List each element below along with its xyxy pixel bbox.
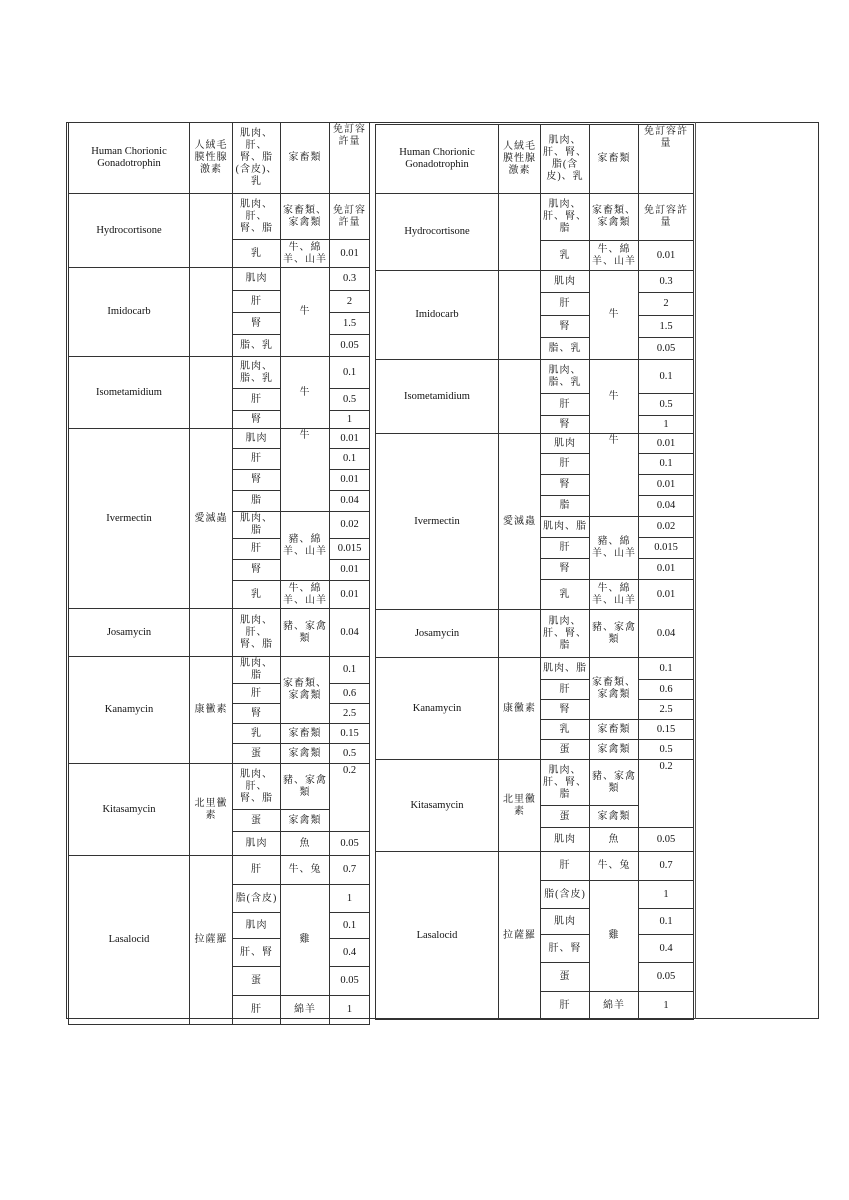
- drug-chinese-name: 北里黴素: [499, 760, 541, 852]
- mrl-cell: 0.01: [639, 434, 694, 454]
- mrl-cell: 免訂容許量: [639, 125, 694, 194]
- mrl-cell: 0.1: [639, 909, 694, 935]
- mrl-cell: 0.7: [330, 856, 370, 885]
- mrl-cell: 0.01: [639, 241, 694, 271]
- drug-chinese-name: [190, 268, 233, 357]
- mrl-cell: 0.05: [639, 338, 694, 360]
- tissue-cell: 肌肉: [541, 434, 590, 454]
- drug-chinese-name: [499, 194, 541, 271]
- species-cell: 豬、家禽類: [281, 609, 330, 657]
- tissue-cell: 蛋: [233, 810, 281, 832]
- tissue-cell: 蛋: [541, 740, 590, 760]
- drug-name: Lasalocid: [376, 852, 499, 1020]
- mrl-cell: 2: [330, 291, 370, 313]
- tissue-cell: 肌肉、肝、腎、脂: [233, 764, 281, 810]
- mrl-cell: 0.3: [639, 271, 694, 293]
- table-row: [376, 658, 694, 680]
- drug-name: Ivermectin: [69, 429, 190, 609]
- tissue-cell: 腎: [541, 559, 590, 580]
- species-cell: 魚: [590, 828, 639, 852]
- table-row: [69, 194, 370, 240]
- species-cell: 牛: [590, 434, 639, 517]
- mrl-cell: 0.04: [330, 609, 370, 657]
- tissue-cell: 肝: [541, 454, 590, 475]
- mrl-cell: 0.01: [330, 581, 370, 609]
- tissue-cell: 腎: [233, 470, 281, 491]
- tissue-cell: 肌肉: [541, 271, 590, 293]
- drug-chinese-name: [190, 609, 233, 657]
- tissue-cell: 肝: [541, 680, 590, 700]
- drug-name: Kanamycin: [376, 658, 499, 760]
- drug-chinese-name: 康黴素: [190, 657, 233, 764]
- species-cell: 綿羊: [281, 996, 330, 1025]
- tissue-cell: 脂: [541, 496, 590, 517]
- tissue-cell: 肌肉: [233, 832, 281, 856]
- mrl-cell: 0.2: [639, 760, 694, 828]
- mrl-cell: 0.7: [639, 852, 694, 881]
- species-cell: 家畜類: [281, 724, 330, 744]
- species-cell: 牛、綿羊、山羊: [281, 581, 330, 609]
- species-cell: 牛、綿羊、山羊: [281, 240, 330, 268]
- tissue-cell: 蛋: [233, 967, 281, 996]
- tissue-cell: 肌肉、脂: [233, 657, 281, 684]
- table-row: [376, 610, 694, 658]
- mrl-cell: 免訂容許量: [330, 123, 370, 194]
- tissue-cell: 肝: [233, 539, 281, 560]
- tissue-cell: 肝: [541, 293, 590, 316]
- table-row: [69, 429, 370, 449]
- drug-chinese-name: 康黴素: [499, 658, 541, 760]
- mrl-cell: 0.1: [330, 357, 370, 389]
- tissue-cell: 脂(含皮): [233, 885, 281, 913]
- drug-name: Isometamidium: [69, 357, 190, 429]
- species-cell: 魚: [281, 832, 330, 856]
- table-row: [69, 357, 370, 389]
- residue-table-right: [375, 124, 694, 1020]
- mrl-cell: 1: [330, 411, 370, 429]
- species-cell: 家畜類: [281, 123, 330, 194]
- drug-name: Imidocarb: [376, 271, 499, 360]
- species-cell: 豬、綿羊、山羊: [281, 512, 330, 581]
- drug-chinese-name: 北里黴素: [190, 764, 233, 856]
- drug-chinese-name: 人絨毛膜性腺激素: [499, 125, 541, 194]
- mrl-cell: 0.01: [639, 475, 694, 496]
- mrl-cell: 0.1: [330, 657, 370, 684]
- mrl-cell: 0.05: [639, 963, 694, 992]
- mrl-cell: 0.02: [330, 512, 370, 539]
- drug-name: Imidocarb: [69, 268, 190, 357]
- mrl-cell: 0.015: [330, 539, 370, 560]
- table-row: [376, 194, 694, 241]
- tissue-cell: 乳: [541, 241, 590, 271]
- tissue-cell: 腎: [541, 700, 590, 720]
- tissue-cell: 肝: [233, 449, 281, 470]
- mrl-cell: 0.1: [330, 449, 370, 470]
- table-row: [376, 271, 694, 293]
- drug-name: Human Chorionic Gonadotrophin: [376, 125, 499, 194]
- tissue-cell: 肝: [233, 291, 281, 313]
- table-row: [69, 123, 370, 194]
- tissue-cell: 肌肉、肝、腎、脂: [233, 609, 281, 657]
- mrl-cell: 0.01: [330, 470, 370, 491]
- species-cell: 家畜類、家禽類: [590, 194, 639, 241]
- mrl-cell: 0.1: [330, 913, 370, 939]
- mrl-cell: 0.1: [639, 360, 694, 394]
- species-cell: 家禽類: [281, 744, 330, 764]
- mrl-cell: 0.2: [330, 764, 370, 832]
- tissue-cell: 肌肉、脂: [541, 517, 590, 538]
- tissue-cell: 脂(含皮): [541, 881, 590, 909]
- tissue-cell: 乳: [541, 720, 590, 740]
- mrl-cell: 0.02: [639, 517, 694, 538]
- mrl-cell: 0.1: [639, 454, 694, 475]
- drug-name: Kitasamycin: [69, 764, 190, 856]
- drug-name: Josamycin: [69, 609, 190, 657]
- tissue-cell: 乳: [233, 581, 281, 609]
- drug-chinese-name: [499, 271, 541, 360]
- tissue-cell: 肌肉: [541, 828, 590, 852]
- tissue-cell: 肌肉: [233, 429, 281, 449]
- tissue-cell: 乳: [541, 580, 590, 610]
- tissue-cell: 肝: [541, 394, 590, 416]
- tissue-cell: 肌肉、脂、乳: [233, 357, 281, 389]
- species-cell: 牛: [281, 357, 330, 429]
- mrl-cell: 0.4: [330, 939, 370, 967]
- drug-chinese-name: [499, 610, 541, 658]
- tissue-cell: 腎: [233, 313, 281, 335]
- mrl-cell: 0.3: [330, 268, 370, 291]
- mrl-cell: 1: [639, 992, 694, 1020]
- mrl-cell: 免訂容許量: [330, 194, 370, 240]
- species-cell: 家禽類: [281, 810, 330, 832]
- tissue-cell: 肝、腎: [233, 939, 281, 967]
- table-row: [69, 268, 370, 291]
- species-cell: 家畜類: [590, 125, 639, 194]
- mrl-cell: 0.04: [639, 496, 694, 517]
- table-row: [376, 434, 694, 454]
- tissue-cell: 肌肉: [233, 268, 281, 291]
- species-cell: 牛、綿羊、山羊: [590, 580, 639, 610]
- tissue-cell: 肌肉: [541, 909, 590, 935]
- mrl-cell: 2.5: [639, 700, 694, 720]
- tissue-cell: 肝: [541, 992, 590, 1020]
- table-row: [376, 852, 694, 881]
- drug-chinese-name: 人絨毛膜性腺激素: [190, 123, 233, 194]
- drug-chinese-name: [190, 194, 233, 268]
- species-cell: 牛: [590, 271, 639, 360]
- drug-chinese-name: [190, 357, 233, 429]
- drug-chinese-name: 拉薩羅: [190, 856, 233, 1025]
- species-cell: 豬、家禽類: [590, 760, 639, 806]
- mrl-cell: 0.6: [639, 680, 694, 700]
- tissue-cell: 腎: [233, 704, 281, 724]
- species-cell: 家禽類: [590, 806, 639, 828]
- mrl-cell: 0.1: [639, 658, 694, 680]
- drug-name: Ivermectin: [376, 434, 499, 610]
- tissue-cell: 腎: [541, 416, 590, 434]
- tissue-cell: 肌肉、肝、腎、脂: [541, 194, 590, 241]
- tissue-cell: 肝: [233, 856, 281, 885]
- tissue-cell: 肌肉、肝、腎、脂(含皮)、乳: [233, 123, 281, 194]
- tissue-cell: 蛋: [233, 744, 281, 764]
- tissue-cell: 脂、乳: [233, 335, 281, 357]
- mrl-cell: 0.01: [330, 429, 370, 449]
- table-row: [69, 856, 370, 885]
- mrl-cell: 0.05: [330, 967, 370, 996]
- mrl-cell: 0.05: [639, 828, 694, 852]
- tissue-cell: 肌肉、肝、腎、脂(含皮)、乳: [541, 125, 590, 194]
- tissue-cell: 肌肉、肝、腎、脂: [541, 610, 590, 658]
- mrl-cell: 0.01: [330, 240, 370, 268]
- species-cell: 牛: [590, 360, 639, 434]
- drug-chinese-name: 愛滅蟲: [499, 434, 541, 610]
- drug-chinese-name: [499, 360, 541, 434]
- tissue-cell: 肌肉、脂: [541, 658, 590, 680]
- species-cell: 家畜類、家禽類: [281, 657, 330, 724]
- tissue-cell: 肌肉、肝、腎、脂: [233, 194, 281, 240]
- tissue-cell: 腎: [233, 560, 281, 581]
- right-divider: [695, 122, 696, 1019]
- tissue-cell: 肝: [233, 996, 281, 1025]
- species-cell: 家畜類、家禽類: [590, 658, 639, 720]
- drug-name: Hydrocortisone: [376, 194, 499, 271]
- mrl-cell: 0.15: [330, 724, 370, 744]
- mrl-cell: 0.04: [639, 610, 694, 658]
- species-cell: 牛: [281, 429, 330, 512]
- tissue-cell: 腎: [541, 316, 590, 338]
- mrl-cell: 0.01: [330, 560, 370, 581]
- tissue-cell: 腎: [233, 411, 281, 429]
- tissue-cell: 肌肉、脂: [233, 512, 281, 539]
- mrl-cell: 0.6: [330, 684, 370, 704]
- species-cell: 家畜類: [590, 720, 639, 740]
- species-cell: 家畜類、家禽類: [281, 194, 330, 240]
- tissue-cell: 肝: [233, 389, 281, 411]
- mrl-cell: 1.5: [639, 316, 694, 338]
- mrl-cell: 0.01: [639, 580, 694, 610]
- table-row: [376, 760, 694, 806]
- species-cell: 雞: [590, 881, 639, 992]
- drug-name: Human Chorionic Gonadotrophin: [69, 123, 190, 194]
- species-cell: 綿羊: [590, 992, 639, 1020]
- species-cell: 牛、綿羊、山羊: [590, 241, 639, 271]
- tissue-cell: 肝: [233, 684, 281, 704]
- species-cell: 雞: [281, 885, 330, 996]
- tissue-cell: 乳: [233, 724, 281, 744]
- tissue-cell: 肌肉、肝、腎、脂: [541, 760, 590, 806]
- species-cell: 牛、兔: [281, 856, 330, 885]
- table-row: [69, 609, 370, 657]
- mrl-cell: 1: [639, 881, 694, 909]
- species-cell: 豬、綿羊、山羊: [590, 517, 639, 580]
- drug-chinese-name: 拉薩羅: [499, 852, 541, 1020]
- drug-name: Lasalocid: [69, 856, 190, 1025]
- mrl-cell: 0.5: [330, 389, 370, 411]
- mrl-cell: 0.5: [639, 394, 694, 416]
- tissue-cell: 肝: [541, 852, 590, 881]
- drug-name: Kanamycin: [69, 657, 190, 764]
- mrl-cell: 2.5: [330, 704, 370, 724]
- drug-name: Hydrocortisone: [69, 194, 190, 268]
- table-row: [376, 125, 694, 194]
- table-row: [69, 657, 370, 684]
- tissue-cell: 肌肉: [233, 913, 281, 939]
- mrl-cell: 0.5: [330, 744, 370, 764]
- tissue-cell: 腎: [541, 475, 590, 496]
- tissue-cell: 脂: [233, 491, 281, 512]
- mrl-cell: 1.5: [330, 313, 370, 335]
- tissue-cell: 肝: [541, 538, 590, 559]
- mrl-cell: 0.4: [639, 935, 694, 963]
- mrl-cell: 0.05: [330, 832, 370, 856]
- mrl-cell: 0.04: [330, 491, 370, 512]
- mrl-cell: 0.01: [639, 559, 694, 580]
- mrl-cell: 0.015: [639, 538, 694, 559]
- mrl-cell: 1: [639, 416, 694, 434]
- mrl-cell: 免訂容許量: [639, 194, 694, 241]
- tissue-cell: 肝、腎: [541, 935, 590, 963]
- mrl-cell: 0.5: [639, 740, 694, 760]
- tissue-cell: 脂、乳: [541, 338, 590, 360]
- drug-name: Josamycin: [376, 610, 499, 658]
- species-cell: 豬、家禽類: [590, 610, 639, 658]
- species-cell: 牛: [281, 268, 330, 357]
- mrl-cell: 2: [639, 293, 694, 316]
- tissue-cell: 乳: [233, 240, 281, 268]
- drug-name: Kitasamycin: [376, 760, 499, 852]
- tissue-cell: 肌肉、脂、乳: [541, 360, 590, 394]
- tissue-cell: 蛋: [541, 963, 590, 992]
- mrl-cell: 0.15: [639, 720, 694, 740]
- drug-chinese-name: 愛滅蟲: [190, 429, 233, 609]
- mrl-cell: 1: [330, 996, 370, 1025]
- residue-table-left: [68, 122, 370, 1025]
- drug-name: Isometamidium: [376, 360, 499, 434]
- mrl-cell: 1: [330, 885, 370, 913]
- mrl-cell: 0.05: [330, 335, 370, 357]
- species-cell: 家禽類: [590, 740, 639, 760]
- table-row: [376, 360, 694, 394]
- species-cell: 牛、兔: [590, 852, 639, 881]
- species-cell: 豬、家禽類: [281, 764, 330, 810]
- tissue-cell: 蛋: [541, 806, 590, 828]
- table-row: [69, 764, 370, 810]
